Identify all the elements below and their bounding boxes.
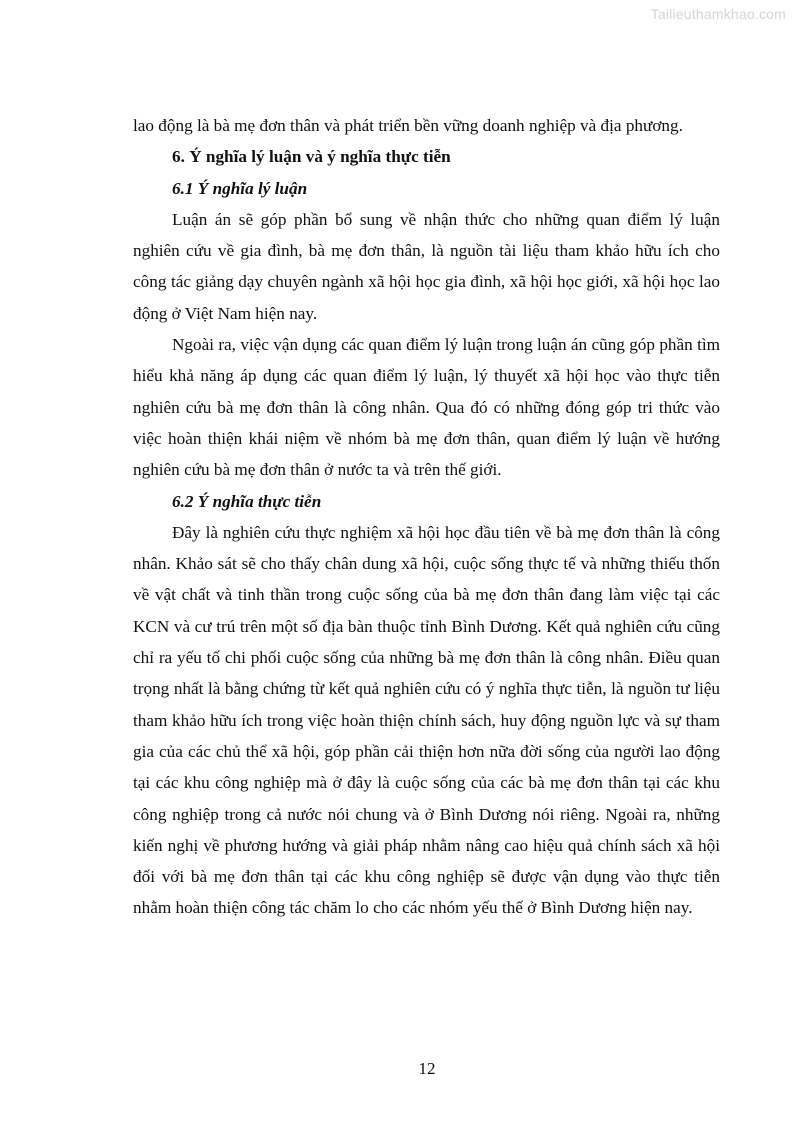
section-heading: 6. Ý nghĩa lý luận và ý nghĩa thực tiễn (172, 147, 451, 167)
theory-paragraph: Ngoài ra, việc vận dụng các quan điểm lý luận trong luận án cũng góp phần tìm hiểu khả năng áp dụng các quan điểm lý luận, lý thuyết xã hội học vào thực tiễn nghiên cứu bà mẹ đơn thân là công nhân. Qua đó có những đóng góp tri thức vào việc hoàn thiện khái niệm về nhóm bà mẹ đơn thân, quan điểm lý luận về hướng nghiên cứu bà mẹ đơn thân ở nước ta và trên thế giới. (133, 335, 720, 480)
watermark-text: Tailieuthamkhao.com (650, 6, 786, 22)
intro-paragraph: lao động là bà mẹ đơn thân và phát triển bền vững doanh nghiệp và địa phương. (133, 116, 683, 135)
page-number: 12 (418, 1059, 436, 1078)
subsection-heading-practice: 6.2 Ý nghĩa thực tiễn (172, 491, 322, 511)
document-body (133, 110, 720, 924)
subsection-heading-theory: 6.1 Ý nghĩa lý luận (172, 178, 308, 198)
theory-paragraph: Luận án sẽ góp phần bổ sung về nhận thức cho những quan điểm lý luận nghiên cứu về gia đình, bà mẹ đơn thân, là nguồn tài liệu tham khảo hữu ích cho công tác giảng dạy chuyên ngành xã hội học gia đình, xã hội học giới, xã hội học lao động ở Việt Nam hiện nay. (133, 209, 720, 323)
practice-paragraph: Đây là nghiên cứu thực nghiệm xã hội học đầu tiên về bà mẹ đơn thân là công nhân. Khảo sát sẽ cho thấy chân dung xã hội, cuộc sống thực tế và những thiếu thốn về vật chất và tinh thần trong cuộc sống của bà mẹ đơn thân đang làm việc tại các KCN và cư trú trên một số địa bàn thuộc tỉnh Bình Dương. Kết quả nghiên cứu cũng chỉ ra yếu tố chi phối cuộc sống của những bà mẹ đơn thân là công nhân. Điều quan trọng nhất là bằng chứng từ kết quả nghiên cứu có ý nghĩa thực tiễn, là nguồn tư liệu tham khảo hữu ích trong việc hoàn thiện chính sách, huy động nguồn lực và sự tham gia của các chủ thể xã hội, góp phần cải thiện hơn nữa đời sống của người lao động tại các khu công nghiệp mà ở đây là cuộc sống của các bà mẹ đơn thân tại các khu công nghiệp trong cả nước nói chung và ở Bình Dương nói riêng. Ngoài ra, những kiến nghị về phương hướng và giải pháp nhằm nâng cao hiệu quả chính sách xã hội đối với bà mẹ đơn thân tại các khu công nghiệp sẽ được vận dụng vào thực tiễn nhằm hoàn thiện công tác chăm lo cho các nhóm yếu thế ở Bình Dương hiện nay. (133, 522, 720, 918)
